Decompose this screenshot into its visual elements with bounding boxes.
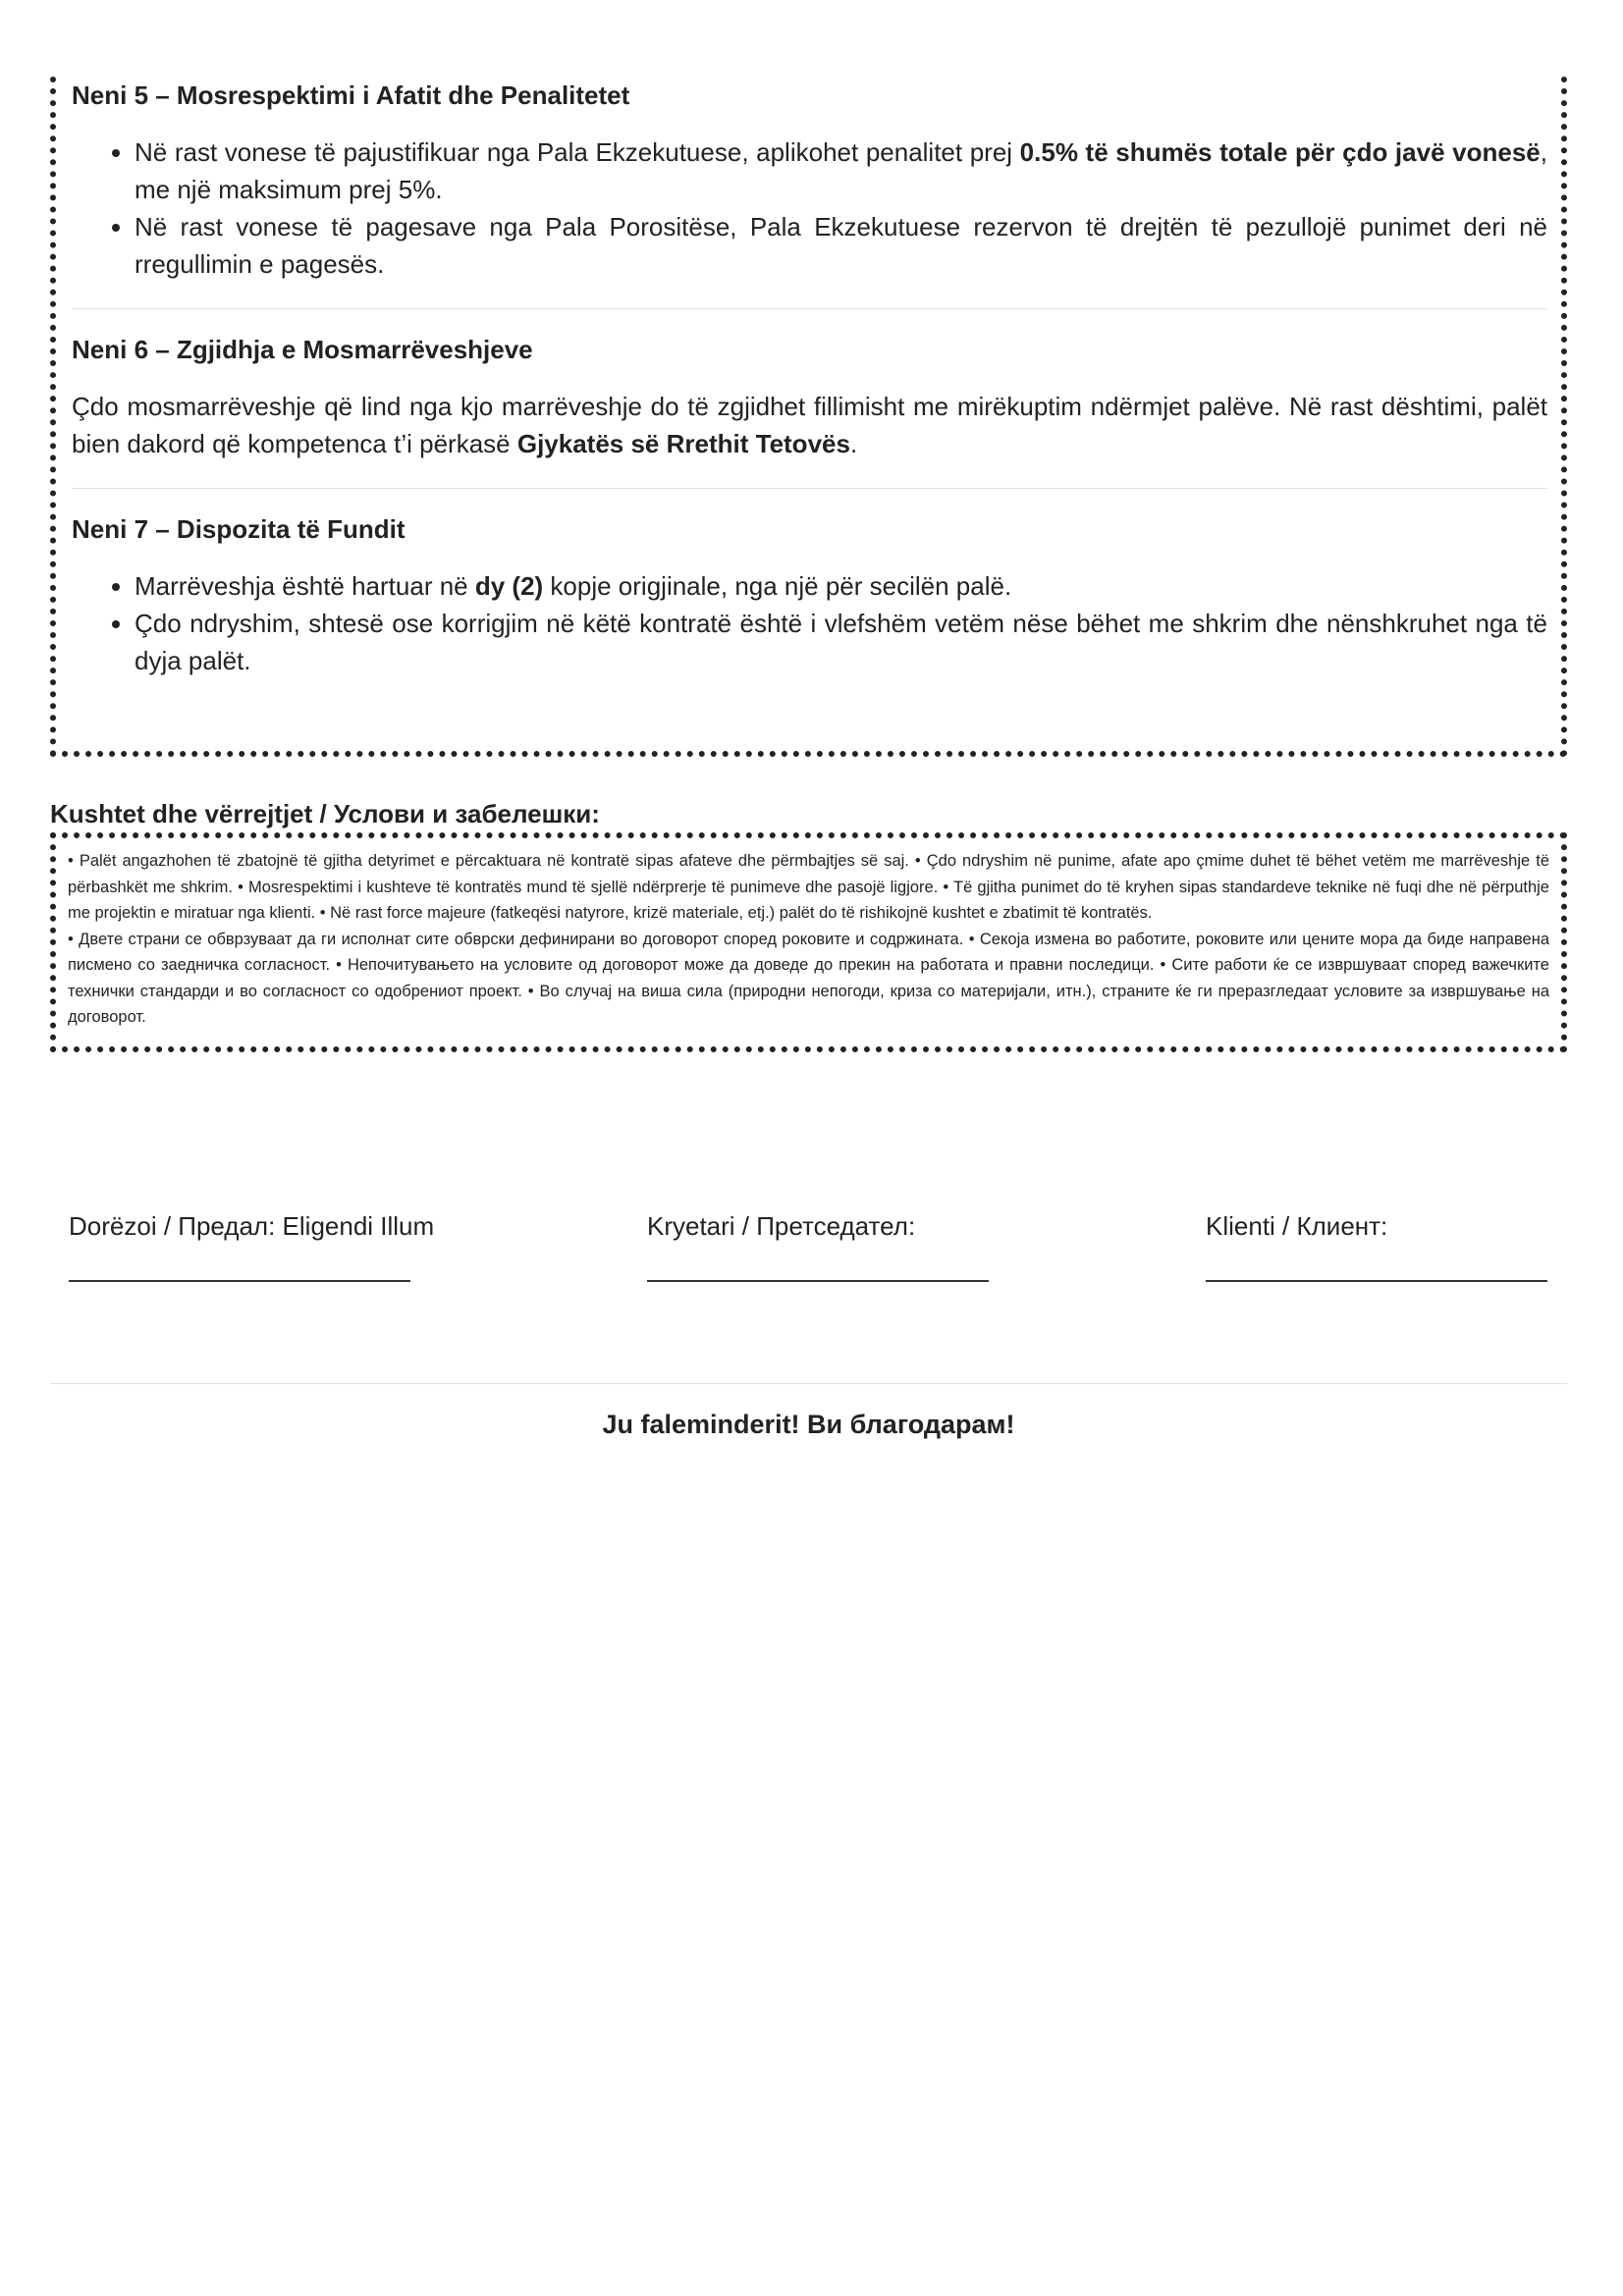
article-7-list: [72, 567, 1547, 679]
footer-divider: [50, 1383, 1567, 1384]
notes-macedonian: • Двете страни се обврзуваат да ги исполнат сите обврски дефинирани во договорот според роковите и содржината. • Секоја измена во работите, роковите или цените мора да биде направена писмено со заедничка согласност. • Непочитувањето на условите од договорот може да доведе до прекин на работата и правни последици. • Сите работи ќе се извршуваат според важечките технички стандарди и во согласност со одобрениот проект. • Во случај на виша сила (природни непогоди, криза со материјали, итн.), страните ќе ги преразгледаат условите за извршување на договорот.: [68, 930, 1549, 1026]
footer-thanks: Ju faleminderit! Ви благодарам!: [602, 1410, 1015, 1439]
contract-articles-box: [50, 77, 1567, 757]
signature-line: [1206, 1280, 1547, 1282]
article-7-copies: dy (2): [474, 571, 544, 601]
notes-box: [50, 832, 1567, 1052]
notes-heading: Kushtet dhe vërrejtjet / Услови и забелешки:: [50, 799, 600, 828]
signature-client-label: Klienti / Клиент:: [1206, 1211, 1388, 1241]
article-6-title: Neni 6 – Zgjidhja e Mosmarrëveshjeve: [72, 335, 533, 364]
signature-line: [69, 1280, 410, 1282]
article-6-court: Gjykatës së Rrethit Tetovës: [516, 429, 850, 458]
article-6-paragraph: [72, 388, 1547, 462]
article-5-item-2: • Në rast vonese të pagesave nga Pala Porositëse, Pala Ekzekutuese rezervon të drejtën të pezullojë punimet deri në rregullimin e pagesës.: [135, 208, 1547, 283]
article-7-item-2: • Çdo ndryshim, shtesë ose korrigjim në këtë kontratë është i vlefshëm vetëm nëse bëhet me shkrim dhe nënshkruhet nga të dyja palët.: [135, 605, 1547, 679]
signature-client: [1206, 1209, 1549, 1282]
article-5-list: [72, 133, 1547, 283]
article-6-tail: .: [849, 429, 858, 458]
article-6-text: Çdo mosmarrëveshje që lind nga kjo marrëveshje do të zgjidhet fillimisht me mirëkuptim ndërmjet palëve. Në rast dështimi, palët bien dakord që kompetenca t’i përkasë: [72, 392, 1547, 458]
article-7-item-1-text: Marrëveshja është hartuar në: [135, 571, 475, 601]
article-7-item-1-tail: kopje origjinale, nga një për secilën palë.: [543, 571, 1012, 601]
notes-albanian: • Palët angazhohen të zbatojnë të gjitha detyrimet e përcaktuara në kontratë sipas afateve dhe përmbajtjes së saj. • Çdo ndryshim në punime, afate apo çmime duhet të bëhet vetëm me marrëveshje të përbashkët me shkrim. • Mosrespektimi i kushteve të kontratës mund të sjellë ndërprerje të punimeve dhe pasojë ligjore. • Të gjitha punimet do të kryhen sipas standardeve teknike në fuqi dhe në përputhje me projektin e miratuar nga klienti. • Në rast force majeure (fatkeqësi natyrore, krizë materiale, etj.) palët do të rishikojnë kushtet e zbatimit të kontratës.: [68, 852, 1549, 922]
article-5-penalty-rate: 0.5% të shumës totale për çdo javë vonesë: [1019, 137, 1541, 167]
signature-chairman: [647, 1209, 991, 1282]
article-7-title: Neni 7 – Dispozita të Fundit: [72, 514, 406, 544]
article-5-item-1-tail: , me një maksimum prej 5%.: [135, 137, 1547, 204]
article-5-item-1: [135, 133, 1547, 208]
signature-delivered: [69, 1209, 435, 1282]
divider: [72, 488, 1547, 489]
signature-line: [647, 1280, 989, 1282]
article-7-item-1: [135, 567, 1547, 605]
signature-chairman-label: Kryetari / Претседател:: [647, 1211, 916, 1241]
divider: [72, 308, 1547, 309]
signature-delivered-label: Dorëzoi / Предал: Eligendi Illum: [69, 1211, 435, 1241]
article-5-title: Neni 5 – Mosrespektimi i Afatit dhe Penalitetet: [72, 80, 630, 110]
article-5-item-1-text: Në rast vonese të pajustifikuar nga Pala Ekzekutuese, aplikohet penalitet prej: [135, 137, 1020, 167]
